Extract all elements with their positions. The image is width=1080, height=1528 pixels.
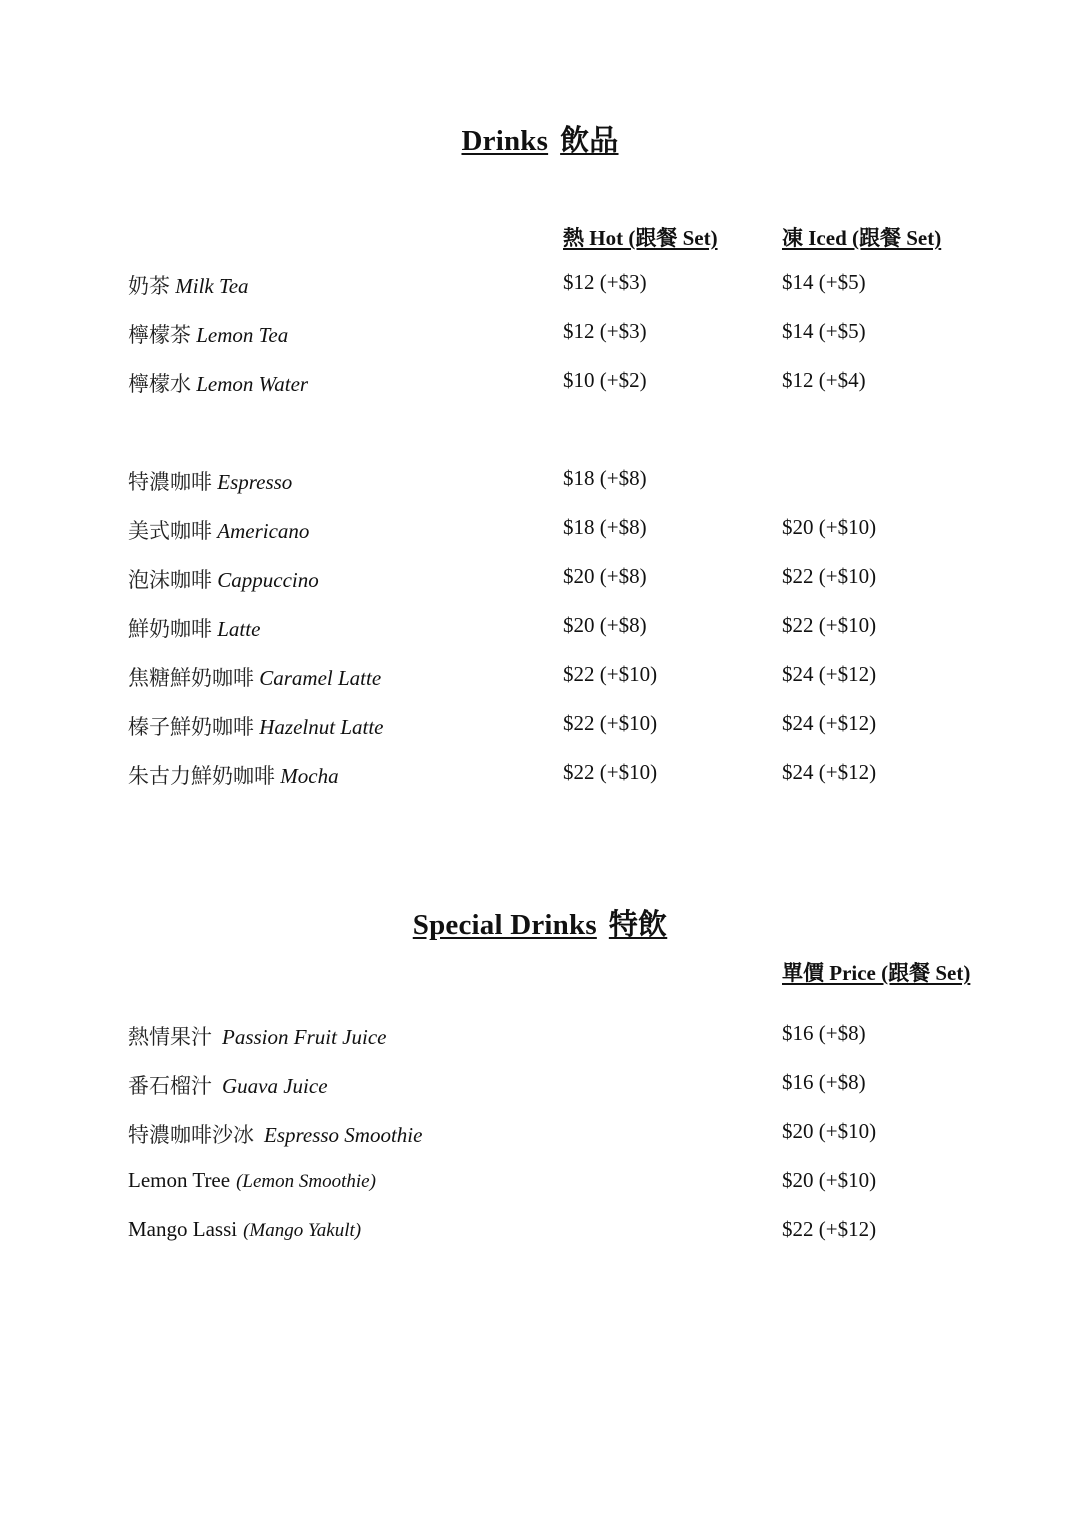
- price-column-header: 單價 Price (跟餐 Set): [782, 961, 971, 985]
- menu-row: [0, 270, 1080, 300]
- hot-price: $22 (+$10): [563, 711, 658, 735]
- menu-row: [0, 662, 1080, 692]
- hot-price: $20 (+$8): [563, 613, 647, 637]
- item-name: 奶茶 Milk Tea: [128, 274, 249, 298]
- item-name: Lemon Tree (Lemon Smoothie): [128, 1168, 376, 1192]
- menu-row: [0, 319, 1080, 349]
- menu-row: [0, 1070, 1080, 1100]
- item-name: 番石榴汁 Guava Juice: [128, 1074, 328, 1098]
- iced-price: $24 (+$12): [782, 760, 877, 784]
- menu-row: [0, 613, 1080, 643]
- menu-row: [0, 368, 1080, 398]
- hot-price: $12 (+$3): [563, 319, 647, 343]
- price: $16 (+$8): [782, 1070, 866, 1094]
- menu-row: [0, 711, 1080, 741]
- item-name: 美式咖啡 Americano: [128, 519, 310, 543]
- hot-column-header: 熱 Hot (跟餐 Set): [563, 226, 718, 250]
- iced-price: $12 (+$4): [782, 368, 866, 392]
- special-drinks-title: Special Drinks 特飲: [412, 909, 668, 941]
- iced-price: $22 (+$10): [782, 613, 877, 637]
- iced-price: $24 (+$12): [782, 662, 877, 686]
- hot-price: $22 (+$10): [563, 662, 658, 686]
- hot-price: $12 (+$3): [563, 270, 647, 294]
- menu-row: [0, 1168, 1080, 1198]
- hot-price: $18 (+$8): [563, 466, 647, 490]
- iced-price: $14 (+$5): [782, 270, 866, 294]
- iced-price: $22 (+$10): [782, 564, 877, 588]
- item-name: 特濃咖啡沙冰 Espresso Smoothie: [128, 1123, 423, 1147]
- item-name: 檸檬水 Lemon Water: [128, 372, 309, 396]
- menu-row: [0, 760, 1080, 790]
- menu-row: [0, 515, 1080, 545]
- menu-row: [0, 1217, 1080, 1247]
- item-name: 熱情果汁 Passion Fruit Juice: [128, 1025, 387, 1049]
- item-name: 泡沫咖啡 Cappuccino: [128, 568, 319, 592]
- menu-row: [0, 1119, 1080, 1149]
- iced-column-header: 凍 Iced (跟餐 Set): [782, 226, 942, 250]
- item-name: 朱古力鮮奶咖啡 Mocha: [128, 764, 339, 788]
- hot-price: $18 (+$8): [563, 515, 647, 539]
- hot-price: $22 (+$10): [563, 760, 658, 784]
- menu-row: [0, 1021, 1080, 1051]
- menu-row: [0, 564, 1080, 594]
- item-name: 特濃咖啡 Espresso: [128, 470, 293, 494]
- item-name: 鮮奶咖啡 Latte: [128, 617, 261, 641]
- hot-price: $20 (+$8): [563, 564, 647, 588]
- menu-row: [0, 466, 1080, 496]
- item-name: 焦糖鮮奶咖啡 Caramel Latte: [128, 666, 382, 690]
- price: $16 (+$8): [782, 1021, 866, 1045]
- iced-price: $14 (+$5): [782, 319, 866, 343]
- item-name: 檸檬茶 Lemon Tea: [128, 323, 289, 347]
- item-name: 榛子鮮奶咖啡 Hazelnut Latte: [128, 715, 384, 739]
- iced-price: $24 (+$12): [782, 711, 877, 735]
- price: $20 (+$10): [782, 1119, 877, 1143]
- drinks-title: Drinks 飲品: [461, 125, 619, 157]
- hot-price: $10 (+$2): [563, 368, 647, 392]
- item-name: Mango Lassi (Mango Yakult): [128, 1217, 362, 1241]
- price: $22 (+$12): [782, 1217, 877, 1241]
- price: $20 (+$10): [782, 1168, 877, 1192]
- iced-price: $20 (+$10): [782, 515, 877, 539]
